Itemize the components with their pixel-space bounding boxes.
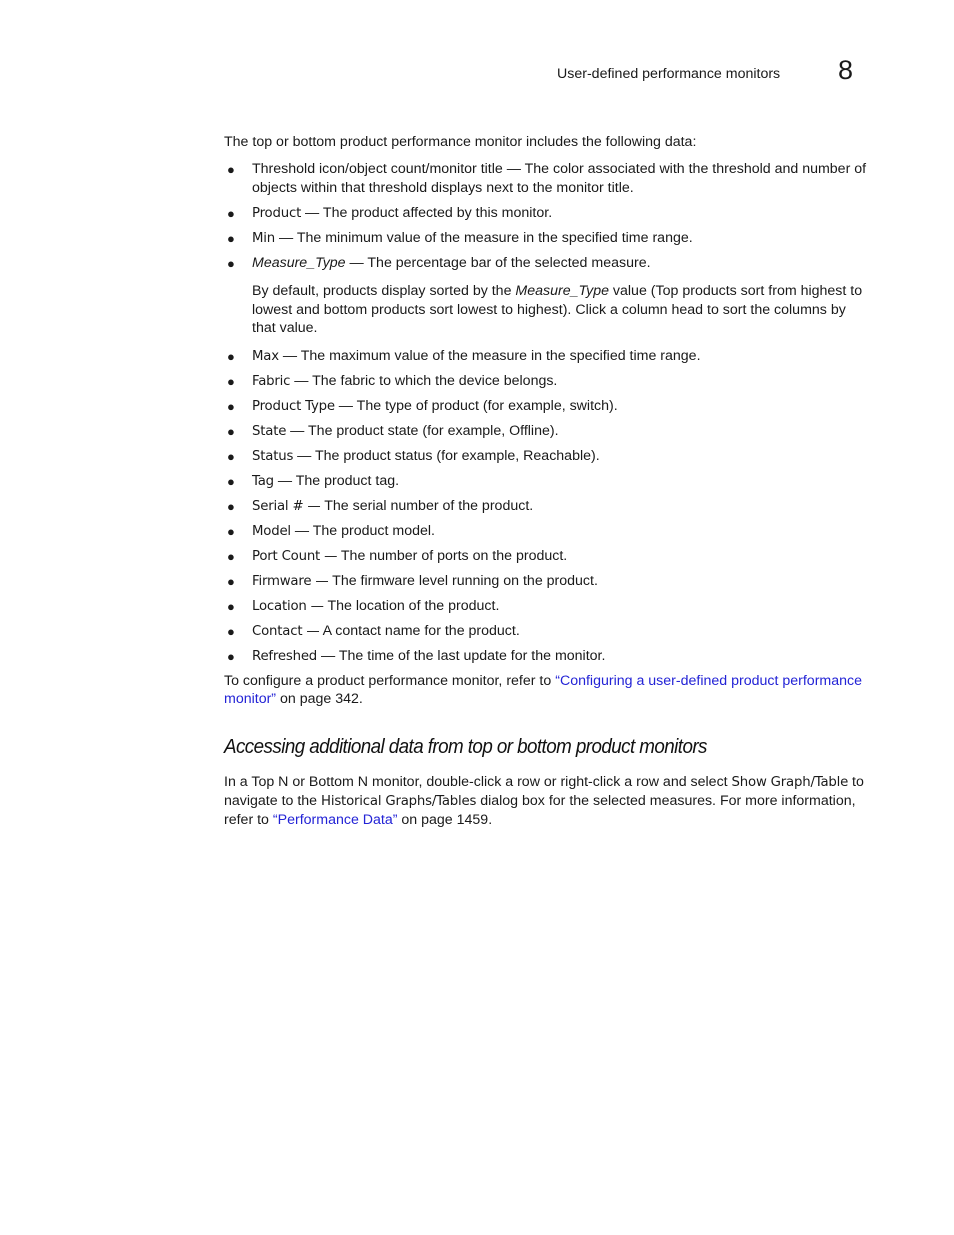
bullet-icon: ● (227, 206, 235, 221)
list-item-text: — The minimum value of the measure in the specified time range. (275, 230, 693, 246)
configure-monitor-link[interactable]: “Configuring a user-defined product performance monitor” (224, 672, 862, 707)
list-item (224, 347, 870, 366)
bullet-icon: ● (227, 256, 235, 271)
list-item-text: The location of the product. (323, 597, 500, 614)
list-item-term: Status (252, 448, 294, 464)
bullet-icon: ● (227, 498, 235, 514)
list-item (224, 572, 870, 591)
historical-graphs-tables-term: Historical Graphs/Tables (321, 793, 477, 809)
bullet-icon: ● (227, 548, 235, 564)
configure-text: To configure a product performance monitor, refer to (224, 672, 556, 689)
list-item (224, 229, 870, 248)
running-header-title: User-defined performance monitors (557, 66, 781, 82)
list-item-text: The number of ports on the product. (337, 547, 568, 564)
section-heading: Accessing additional data from top or bottom product monitors (224, 735, 707, 758)
section-paragraph (224, 773, 870, 830)
list-item-measure-type (224, 254, 870, 273)
data-list-a (224, 160, 870, 273)
list-item (224, 372, 870, 391)
list-item-term: Fabric (252, 373, 291, 389)
configure-paragraph (224, 672, 870, 709)
list-item-text: — The product tag. (273, 472, 400, 489)
bullet-icon: ● (227, 231, 235, 246)
data-list-b (224, 347, 870, 666)
list-item-term: Product Type (252, 398, 335, 414)
list-item (224, 647, 870, 666)
list-item (224, 622, 870, 641)
bullet-icon: ● (227, 448, 235, 464)
list-item-term: Min (252, 231, 275, 246)
list-item-text: — The fabric to which the device belongs. (290, 372, 558, 389)
list-item (224, 447, 870, 466)
list-item (224, 422, 870, 441)
list-item-text: — The product status (for example, Reachable). (293, 447, 600, 464)
list-item-text: — The product state (for example, Offline). (286, 422, 559, 439)
list-item (224, 597, 870, 616)
sort-note (224, 282, 870, 338)
list-item-text: A contact name for the product. (319, 622, 520, 639)
intro-paragraph: The top or bottom product performance monitor includes the following data: (224, 134, 697, 150)
list-item-term: Refreshed (252, 648, 318, 664)
list-item (224, 472, 870, 491)
list-item-text: The firmware level running on the product. (328, 572, 598, 589)
list-item-text: Threshold icon/object count/monitor title — The color associated with the threshold and number of objects within that threshold displays next to the monitor title. (252, 161, 867, 196)
list-item (224, 160, 870, 198)
list-item (224, 547, 870, 566)
list-item-term: Product (252, 206, 302, 221)
list-item-term: Port Count — (252, 548, 338, 564)
list-item-term: Max (252, 348, 279, 364)
list-item-text: — The product affected by this monitor. (301, 205, 553, 221)
note-emphasis: Measure_Type (515, 283, 609, 299)
section-text: to navigate to the (224, 773, 864, 809)
list-item (224, 397, 870, 416)
list-item-term: Tag (252, 473, 274, 489)
list-item-text: The serial number of the product. (320, 497, 534, 514)
list-item-term: Model (252, 523, 291, 539)
show-graph-table-term: Show Graph/Table (731, 774, 849, 790)
list-item-term: State (252, 423, 287, 439)
list-item-term: Firmware — (252, 573, 329, 589)
section-text: dialog box for the selected measures. For more information, refer to (224, 792, 856, 828)
page-body (224, 133, 870, 830)
bullet-icon: ● (227, 398, 235, 414)
list-item-text: — The product model. (290, 522, 435, 539)
bullet-icon: ● (227, 348, 235, 364)
list-item-text: — The time of the last update for the monitor. (317, 647, 606, 664)
note-text: value (Top products sort from highest to lowest and bottom products sort lowest to highest). Click a column head to sort the columns by that value. (252, 283, 863, 336)
section-text: In a Top N or Bottom N monitor, double-click a row or right-click a row and select (224, 773, 732, 790)
list-item-term: Contact — (252, 623, 320, 639)
bullet-icon: ● (227, 623, 235, 639)
bullet-icon: ● (227, 423, 235, 439)
bullet-icon: ● (227, 648, 235, 664)
bullet-icon: ● (227, 162, 235, 177)
list-item (224, 204, 870, 223)
bullet-icon: ● (227, 373, 235, 389)
list-item-term: Serial # — (252, 498, 321, 514)
configure-text: on page 342. (276, 691, 363, 707)
list-item-term: Measure_Type (252, 255, 346, 271)
list-item-text: — The type of product (for example, switch). (334, 397, 618, 414)
bullet-icon: ● (227, 523, 235, 539)
list-item-term: Location — (252, 598, 324, 614)
list-item-text: — The percentage bar of the selected measure. (345, 255, 651, 271)
list-item (224, 522, 870, 541)
bullet-icon: ● (227, 473, 235, 489)
bullet-icon: ● (227, 598, 235, 614)
section-text: on page 1459. (397, 811, 493, 828)
list-item (224, 497, 870, 516)
chapter-number: 8 (838, 55, 854, 85)
list-item-text: — The maximum value of the measure in the specified time range. (278, 347, 701, 364)
performance-data-link[interactable]: “Performance Data” (272, 811, 398, 828)
note-text: By default, products display sorted by the (252, 283, 516, 299)
bullet-icon: ● (227, 573, 235, 589)
